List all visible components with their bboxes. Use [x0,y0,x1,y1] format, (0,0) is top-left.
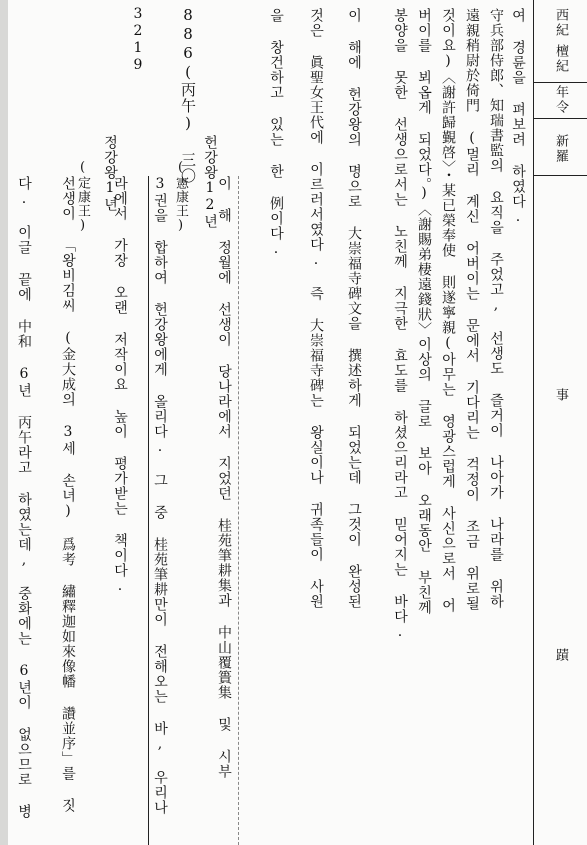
text-column: 3권을 합하여 헌강왕에게 올리다. 그 중 桂苑筆耕만이 전해오는 바, 우리나 [152,176,168,815]
header-year: 西紀 檀紀 [553,7,568,75]
text-column: 버이를 뵈옵게 되었다。)〈謝賜弟棲遠錢狀〉이상의 글로 보아 오래동안 부친께 [416,8,432,615]
header-events-2: 蹟 [553,647,568,663]
text-column: 遠親稍尉於倚門 (멀리 계신 어버이는 문에서 기다리는 걱정이 조금 위로될 [464,8,480,611]
year-line: 886(丙午) 三〇 [179,6,197,184]
header-events-1: 事 [553,387,568,403]
header-divider-2 [533,118,587,119]
header-silla: 新羅 [553,134,568,164]
section-divider [238,176,239,845]
king-2-hanja: (定康王) [75,160,90,234]
text-column: 이 해에 헌강왕의 명으로 大崇福寺碑文을 撰述하게 되었는데 그것이 완성된 [346,8,362,609]
text-column: 이 해 정월에 선생이 당나라에서 지었던 桂苑筆耕集과 中山覆簣集 및 시부 [216,176,232,779]
text-column: 을 창건하고 있는 한 例이다. [268,8,284,258]
king-2: 정강왕1년 [102,135,118,212]
king-1-hanja: (憲康王) [173,160,188,234]
meta-border [148,176,149,845]
king-1: 헌강왕12년 [202,135,218,229]
text-column: 다. 이글 끝에 中和 6년 丙午라고 하였는데, 중화에는 6년이 없으므로 병 [16,176,32,819]
text-column: 선생이 「왕비김씨 (金大成의 3세 손녀) 爲考 繡釋迦如來像幡 讚並序」를 짓 [60,176,76,813]
text-column: 것은 眞聖女王代에 이르러서였다. 즉 大崇福寺碑는 왕실이나 귀족들이 사원 [308,8,324,609]
text-column: 것이요)〈謝許歸覲啓〉・某已榮奉使 則遂寧親(아무는 영광스럽게 사신으로서 어 [440,8,456,613]
header-divider-1 [533,82,587,83]
text-column: 봉양을 못한 선생으로서는 노친께 지극한 효도를 하셨으리라고 믿어지는 바다. [392,8,408,641]
header-divider-3 [533,175,587,176]
dan-year: 3219 [130,6,146,74]
page-edge-shadow [0,0,8,845]
text-column: 여 경륜을 펴보려 하였다. [510,8,526,226]
text-column: 라에서 가장 오랜 저작이요 높이 평가받는 책이다. [112,176,128,595]
header-age: 年令 [553,85,568,115]
text-column: 守兵部侍郎、知瑞書監의 요직을 주었고, 선생도 즐거이 나아가 나라를 위하 [488,8,504,609]
